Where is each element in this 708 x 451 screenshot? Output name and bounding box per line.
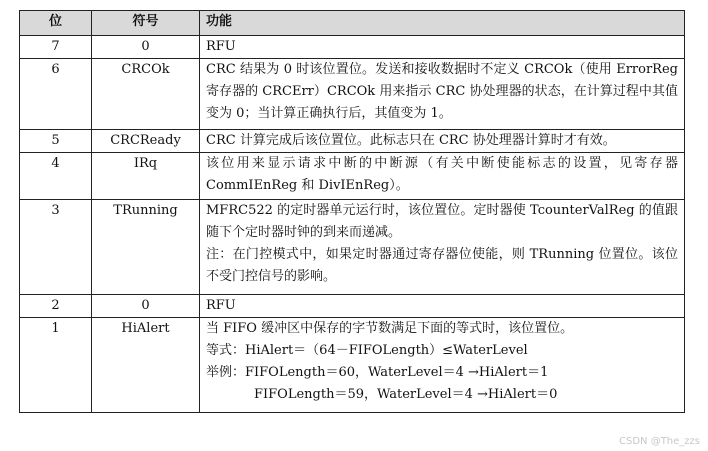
function-cell: [200, 200, 685, 295]
watermark: CSDN @The_zzs: [619, 436, 700, 447]
symbol-cell: TRunning: [92, 200, 200, 295]
symbol-cell: IRq: [92, 153, 200, 200]
header-symbol: 符号: [92, 11, 200, 36]
function-example: FIFOLength＝59，WaterLevel＝4 →HiAlert＝0: [254, 387, 558, 402]
function-text: 当 FIFO 缓冲区中保存的字节数满足下面的等式时，该位置位。: [206, 321, 574, 336]
function-cell: [200, 130, 685, 153]
bit-cell: 3: [20, 200, 92, 295]
function-text: CRC 计算完成后该位置位。此标志只在 CRC 协处理器计算时才有效。: [206, 133, 616, 148]
header-bit: 位: [20, 11, 92, 36]
symbol-cell: CRCOk: [92, 59, 200, 130]
function-note: 注：在门控模式中，如果定时器通过寄存器位使能，则 TRunning 位置位。该位不受门控信号的影响。: [206, 247, 678, 284]
table-row: [20, 130, 685, 153]
table-row: [20, 295, 685, 318]
header-function: 功能: [200, 11, 685, 36]
table-row: [20, 318, 685, 413]
function-text: CRC 结果为 0 时该位置位。发送和接收数据时不定义 CRCOk（使用 ErrorReg 寄存器的 CRCErr）CRCOk 用来指示 CRC 协处理器的状态，在计算过程中其值变为 0；当计算正确执行后，其值变为 1。: [206, 62, 678, 121]
function-cell: [200, 318, 685, 413]
function-text: RFU: [206, 39, 236, 54]
function-cell: [200, 59, 685, 130]
bit-cell: 5: [20, 130, 92, 153]
bit-cell: 7: [20, 36, 92, 59]
bit-cell: 4: [20, 153, 92, 200]
table-header-row: [20, 11, 685, 36]
table-row: [20, 59, 685, 130]
table-row: [20, 200, 685, 295]
function-text: RFU: [206, 298, 236, 313]
symbol-cell: 0: [92, 36, 200, 59]
function-text: 该位用来显示请求中断的中断源（有关中断使能标志的设置，见寄存器 CommIEnReg 和 DivIEnReg）。: [206, 156, 678, 193]
symbol-cell: CRCReady: [92, 130, 200, 153]
function-cell: [200, 36, 685, 59]
table-row: [20, 36, 685, 59]
function-equation: 等式：HiAlert＝（64－FIFOLength）≤WaterLevel: [206, 343, 528, 358]
bit-cell: 1: [20, 318, 92, 413]
symbol-cell: HiAlert: [92, 318, 200, 413]
register-table: [19, 10, 685, 413]
bit-cell: 2: [20, 295, 92, 318]
function-example: 举例：FIFOLength＝60，WaterLevel＝4 →HiAlert＝1: [206, 365, 549, 380]
bit-cell: 6: [20, 59, 92, 130]
function-text: MFRC522 的定时器单元运行时，该位置位。定时器使 TcounterValReg 的值跟随下个定时器时钟的到来而递减。: [206, 203, 678, 240]
table-row: [20, 153, 685, 200]
symbol-cell: 0: [92, 295, 200, 318]
function-cell: [200, 295, 685, 318]
function-cell: [200, 153, 685, 200]
